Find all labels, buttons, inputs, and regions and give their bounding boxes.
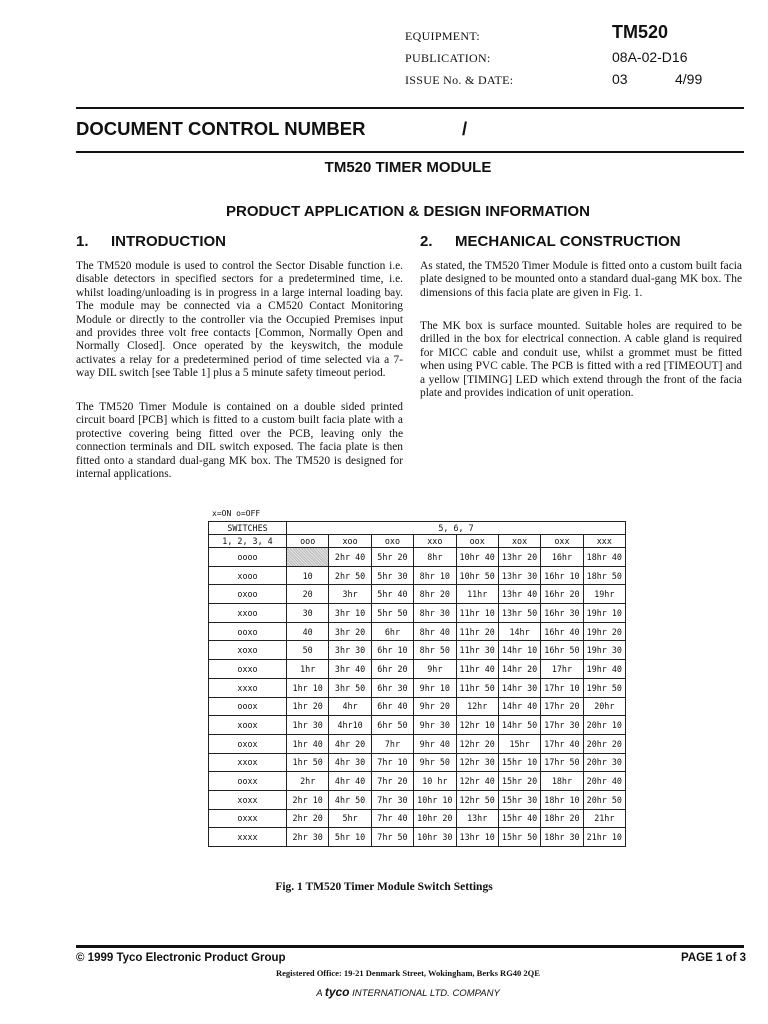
table-row bbox=[209, 734, 626, 753]
table-cell: 7hr 50 bbox=[371, 828, 413, 847]
table-row bbox=[209, 622, 626, 641]
table-cell: 16hr bbox=[541, 548, 583, 567]
column-header: xox bbox=[498, 535, 540, 548]
row-key: oxxx bbox=[209, 809, 287, 828]
table-cell: 6hr 40 bbox=[371, 697, 413, 716]
table-cell: 3hr bbox=[329, 585, 371, 604]
table-cell: 7hr bbox=[371, 734, 413, 753]
header-switches: SWITCHES bbox=[209, 522, 287, 535]
table-cell: 10hr 30 bbox=[414, 828, 456, 847]
table-cell: 16hr 40 bbox=[541, 622, 583, 641]
table-row bbox=[209, 697, 626, 716]
table-cell: 5hr 10 bbox=[329, 828, 371, 847]
table-cell: 5hr 50 bbox=[371, 604, 413, 623]
row-key: ooox bbox=[209, 697, 287, 716]
table-cell: 11hr 50 bbox=[456, 678, 498, 697]
company-line bbox=[0, 985, 768, 999]
table-cell: 2hr 30 bbox=[287, 828, 329, 847]
table-cell: 18hr 40 bbox=[583, 548, 625, 567]
publication-value: 08A-02-D16 bbox=[612, 49, 688, 65]
intro-number: 1. bbox=[76, 233, 89, 250]
table-cell: 1hr 10 bbox=[287, 678, 329, 697]
table-cell: 8hr 30 bbox=[414, 604, 456, 623]
table-cell: 9hr 40 bbox=[414, 734, 456, 753]
table-row bbox=[209, 772, 626, 791]
table-cell: 4hr 50 bbox=[329, 790, 371, 809]
table-cell: 20hr bbox=[583, 697, 625, 716]
figure-caption: Fig. 1 TM520 Timer Module Switch Settings bbox=[275, 881, 493, 893]
table-row bbox=[209, 753, 626, 772]
doc-control-rule bbox=[76, 151, 744, 153]
header-switch-range: 1, 2, 3, 4 bbox=[209, 535, 287, 548]
table-cell: 1hr 30 bbox=[287, 716, 329, 735]
column-header: oxx bbox=[541, 535, 583, 548]
table-cell: 14hr 40 bbox=[498, 697, 540, 716]
table-row bbox=[209, 678, 626, 697]
table-cell: 14hr 30 bbox=[498, 678, 540, 697]
row-key: xooo bbox=[209, 566, 287, 585]
row-key: xxxx bbox=[209, 828, 287, 847]
row-key: xoox bbox=[209, 716, 287, 735]
table-cell: 19hr 50 bbox=[583, 678, 625, 697]
row-key: oxxo bbox=[209, 660, 287, 679]
table-cell: 19hr bbox=[583, 585, 625, 604]
table-cell: 10hr 40 bbox=[456, 548, 498, 567]
switch-legend: x=ON o=OFF bbox=[212, 509, 261, 518]
table-cell: 3hr 40 bbox=[329, 660, 371, 679]
table-cell: 18hr 30 bbox=[541, 828, 583, 847]
table-cell: 18hr 20 bbox=[541, 809, 583, 828]
table-cell: 19hr 10 bbox=[583, 604, 625, 623]
table-cell: 4hr bbox=[329, 697, 371, 716]
registered-office: Registered Office: 19-21 Denmark Street, Wokingham, Berks RG40 2QE bbox=[276, 968, 540, 978]
row-key: xxox bbox=[209, 753, 287, 772]
doc-control-slash: / bbox=[462, 118, 468, 139]
table-cell: 30 bbox=[287, 604, 329, 623]
column-header: oxo bbox=[371, 535, 413, 548]
table-cell: 20hr 20 bbox=[583, 734, 625, 753]
table-cell: 9hr bbox=[414, 660, 456, 679]
mech-number: 2. bbox=[420, 233, 433, 250]
table-cell: 17hr 10 bbox=[541, 678, 583, 697]
table-cell: 21hr 10 bbox=[583, 828, 625, 847]
table-cell: 40 bbox=[287, 622, 329, 641]
table-row bbox=[209, 566, 626, 585]
table-cell: 10 bbox=[287, 566, 329, 585]
table-cell: 4hr10 bbox=[329, 716, 371, 735]
table-cell: 2hr 20 bbox=[287, 809, 329, 828]
table-cell: 18hr 50 bbox=[583, 566, 625, 585]
table-cell: 16hr 10 bbox=[541, 566, 583, 585]
table-cell: 19hr 30 bbox=[583, 641, 625, 660]
column-header: xxo bbox=[414, 535, 456, 548]
company-suffix: INTERNATIONAL LTD. COMPANY bbox=[352, 988, 500, 999]
issue-number: 03 bbox=[612, 71, 628, 87]
equipment-value: TM520 bbox=[612, 22, 669, 42]
table-row bbox=[209, 641, 626, 660]
table-row bbox=[209, 585, 626, 604]
table-cell: 8hr 40 bbox=[414, 622, 456, 641]
table-cell: 3hr 50 bbox=[329, 678, 371, 697]
table-cell: 1hr bbox=[287, 660, 329, 679]
table-cell: 15hr 20 bbox=[498, 772, 540, 791]
company-prefix: A bbox=[316, 988, 323, 999]
intro-paragraph-1: The TM520 module is used to control the Sector Disable function i.e. disable detectors in specified sectors for a predetermined time, i.e. whilst loading/unloading is in progress in a large internal loading bay. The module may be connected via a CM520 Contact Monitoring Module or directly to the controller via the Occupied Premises input and provides three volt free contacts [Common, Normally Open and Normally Closed]. Once operated by the keyswitch, the module activates a relay for a predetermined period of time selected via a 7-way DIL switch [see Table 1] plus a 5 minute safety timeout period. bbox=[76, 260, 403, 380]
table-cell: 15hr 50 bbox=[498, 828, 540, 847]
row-key: xxxo bbox=[209, 678, 287, 697]
table-cell: 15hr 10 bbox=[498, 753, 540, 772]
column-header: xxx bbox=[583, 535, 625, 548]
table-cell: 2hr 40 bbox=[329, 548, 371, 567]
row-key: ooxo bbox=[209, 622, 287, 641]
table-row bbox=[209, 809, 626, 828]
table-cell: 9hr 10 bbox=[414, 678, 456, 697]
table-cell: 4hr 30 bbox=[329, 753, 371, 772]
table-cell: 11hr 40 bbox=[456, 660, 498, 679]
table-column-header-row bbox=[209, 535, 626, 548]
mech-heading: MECHANICAL CONSTRUCTION bbox=[455, 233, 681, 250]
table-cell: 6hr 50 bbox=[371, 716, 413, 735]
table-cell: 3hr 10 bbox=[329, 604, 371, 623]
table-cell: 18hr bbox=[541, 772, 583, 791]
table-cell: 5hr bbox=[329, 809, 371, 828]
table-cell: 20 bbox=[287, 585, 329, 604]
table-cell: 17hr 50 bbox=[541, 753, 583, 772]
row-key: oxoo bbox=[209, 585, 287, 604]
intro-paragraph-2: The TM520 Timer Module is contained on a double sided printed circuit board [PCB] which is fitted to a custom built facia plate with a protective covering being fitted over the PCB, leaving only the connection terminals and DIL switch exposed. The facia plate is then fitted onto a standard dual-gang MK box. The TM520 is designed for internal applications. bbox=[76, 401, 403, 481]
table-cell: 18hr 10 bbox=[541, 790, 583, 809]
table-cell: 16hr 20 bbox=[541, 585, 583, 604]
table-cell: 9hr 50 bbox=[414, 753, 456, 772]
table-cell: 4hr 20 bbox=[329, 734, 371, 753]
table-cell: 5hr 30 bbox=[371, 566, 413, 585]
table-cell: 11hr 20 bbox=[456, 622, 498, 641]
mech-paragraph-2: The MK box is surface mounted. Suitable holes are required to be drilled in the box for electrical connection. A cable gland is required for MICC cable and conduit use, whilst a grommet must be fitted when using PVC cable. The PCB is fitted with a red [TIMEOUT] and a yellow [TIMING] LED which extend through the front of the facia plate and provides indication of unit operation. bbox=[420, 320, 742, 400]
table-cell: 12hr 20 bbox=[456, 734, 498, 753]
table-cell: 17hr bbox=[541, 660, 583, 679]
table-cell: 17hr 30 bbox=[541, 716, 583, 735]
column-header: ooo bbox=[287, 535, 329, 548]
equipment-label: EQUIPMENT: bbox=[405, 29, 481, 43]
table-cell: 15hr bbox=[498, 734, 540, 753]
table-cell: 3hr 30 bbox=[329, 641, 371, 660]
publication-label: PUBLICATION: bbox=[405, 51, 491, 65]
row-key: xoxx bbox=[209, 790, 287, 809]
table-cell: 10hr 50 bbox=[456, 566, 498, 585]
table-cell: 17hr 20 bbox=[541, 697, 583, 716]
row-key: oxox bbox=[209, 734, 287, 753]
table-cell: 2hr 10 bbox=[287, 790, 329, 809]
switch-settings-table bbox=[208, 521, 626, 847]
table-cell: 19hr 40 bbox=[583, 660, 625, 679]
table-cell: 21hr bbox=[583, 809, 625, 828]
table-cell: 9hr 20 bbox=[414, 697, 456, 716]
table-cell: 1hr 20 bbox=[287, 697, 329, 716]
table-cell: 12hr bbox=[456, 697, 498, 716]
table-cell: 2hr 50 bbox=[329, 566, 371, 585]
table-cell: 13hr 30 bbox=[498, 566, 540, 585]
table-cell: 10 hr bbox=[414, 772, 456, 791]
row-key: xxoo bbox=[209, 604, 287, 623]
table-cell: 16hr 50 bbox=[541, 641, 583, 660]
table-cell: 10hr 20 bbox=[414, 809, 456, 828]
table-cell: 7hr 10 bbox=[371, 753, 413, 772]
table-cell: 1hr 50 bbox=[287, 753, 329, 772]
issue-date: 4/99 bbox=[675, 71, 703, 87]
table-cell: 20hr 40 bbox=[583, 772, 625, 791]
table-cell: 5hr 40 bbox=[371, 585, 413, 604]
table-cell: 20hr 10 bbox=[583, 716, 625, 735]
table-cell: 3hr 20 bbox=[329, 622, 371, 641]
table-cell: 16hr 30 bbox=[541, 604, 583, 623]
table-row bbox=[209, 790, 626, 809]
table-cell: 14hr 20 bbox=[498, 660, 540, 679]
table-cell: 14hr 10 bbox=[498, 641, 540, 660]
table-cell: 5hr 20 bbox=[371, 548, 413, 567]
table-cell: 14hr bbox=[498, 622, 540, 641]
table-row bbox=[209, 548, 626, 567]
table-cell: 6hr bbox=[371, 622, 413, 641]
row-key: xoxo bbox=[209, 641, 287, 660]
table-cell: 13hr 20 bbox=[498, 548, 540, 567]
mech-paragraph-1: As stated, the TM520 Timer Module is fitted onto a custom built facia plate designed to be mounted onto a standard dual-gang MK box. The dimensions of this facia plate are given in Fig. 1. bbox=[420, 260, 742, 299]
table-cell: 1hr 40 bbox=[287, 734, 329, 753]
table-cell: 19hr 20 bbox=[583, 622, 625, 641]
table-cell: 10hr 10 bbox=[414, 790, 456, 809]
table-cell: 9hr 30 bbox=[414, 716, 456, 735]
copyright: © 1999 Tyco Electronic Product Group bbox=[76, 952, 286, 964]
table-row bbox=[209, 660, 626, 679]
intro-heading: INTRODUCTION bbox=[111, 233, 226, 250]
table-cell: 50 bbox=[287, 641, 329, 660]
table-cell: 6hr 20 bbox=[371, 660, 413, 679]
footer-rule bbox=[76, 945, 744, 948]
table-cell: 12hr 10 bbox=[456, 716, 498, 735]
table-header-row bbox=[209, 522, 626, 535]
row-key: oooo bbox=[209, 548, 287, 567]
table-cell: 7hr 40 bbox=[371, 809, 413, 828]
table-cell: 11hr 30 bbox=[456, 641, 498, 660]
table-cell: 7hr 30 bbox=[371, 790, 413, 809]
issue-label: ISSUE No. & DATE: bbox=[405, 73, 514, 87]
table-row bbox=[209, 604, 626, 623]
table-cell: 14hr 50 bbox=[498, 716, 540, 735]
table-cell: 6hr 10 bbox=[371, 641, 413, 660]
table-cell: 2hr bbox=[287, 772, 329, 791]
table-cell: 8hr bbox=[414, 548, 456, 567]
table-cell: 7hr 20 bbox=[371, 772, 413, 791]
table-cell: 11hr 10 bbox=[456, 604, 498, 623]
table-cell: 12hr 40 bbox=[456, 772, 498, 791]
column-header: xoo bbox=[329, 535, 371, 548]
table-cell bbox=[287, 548, 329, 567]
column-header: oox bbox=[456, 535, 498, 548]
page-number: PAGE 1 of 3 bbox=[681, 952, 746, 964]
table-cell: 20hr 30 bbox=[583, 753, 625, 772]
page-title: TM520 TIMER MODULE bbox=[324, 159, 492, 176]
table-cell: 13hr 50 bbox=[498, 604, 540, 623]
table-cell: 8hr 20 bbox=[414, 585, 456, 604]
table-cell: 6hr 30 bbox=[371, 678, 413, 697]
tyco-logo: tyco bbox=[324, 985, 350, 999]
table-cell: 12hr 30 bbox=[456, 753, 498, 772]
table-cell: 12hr 50 bbox=[456, 790, 498, 809]
table-cell: 15hr 40 bbox=[498, 809, 540, 828]
table-cell: 8hr 10 bbox=[414, 566, 456, 585]
table-cell: 4hr 40 bbox=[329, 772, 371, 791]
table-cell: 15hr 30 bbox=[498, 790, 540, 809]
table-cell: 20hr 50 bbox=[583, 790, 625, 809]
table-row bbox=[209, 828, 626, 847]
table-cell: 13hr bbox=[456, 809, 498, 828]
table-cell: 17hr 40 bbox=[541, 734, 583, 753]
page-subtitle: PRODUCT APPLICATION & DESIGN INFORMATION bbox=[226, 203, 590, 220]
table-cell: 11hr bbox=[456, 585, 498, 604]
top-rule bbox=[76, 107, 744, 109]
table-cell: 13hr 40 bbox=[498, 585, 540, 604]
row-key: ooxx bbox=[209, 772, 287, 791]
table-cell: 8hr 50 bbox=[414, 641, 456, 660]
doc-control-label: DOCUMENT CONTROL NUMBER bbox=[76, 118, 366, 139]
header-switch-group: 5, 6, 7 bbox=[287, 522, 626, 535]
table-cell: 13hr 10 bbox=[456, 828, 498, 847]
table-row bbox=[209, 716, 626, 735]
